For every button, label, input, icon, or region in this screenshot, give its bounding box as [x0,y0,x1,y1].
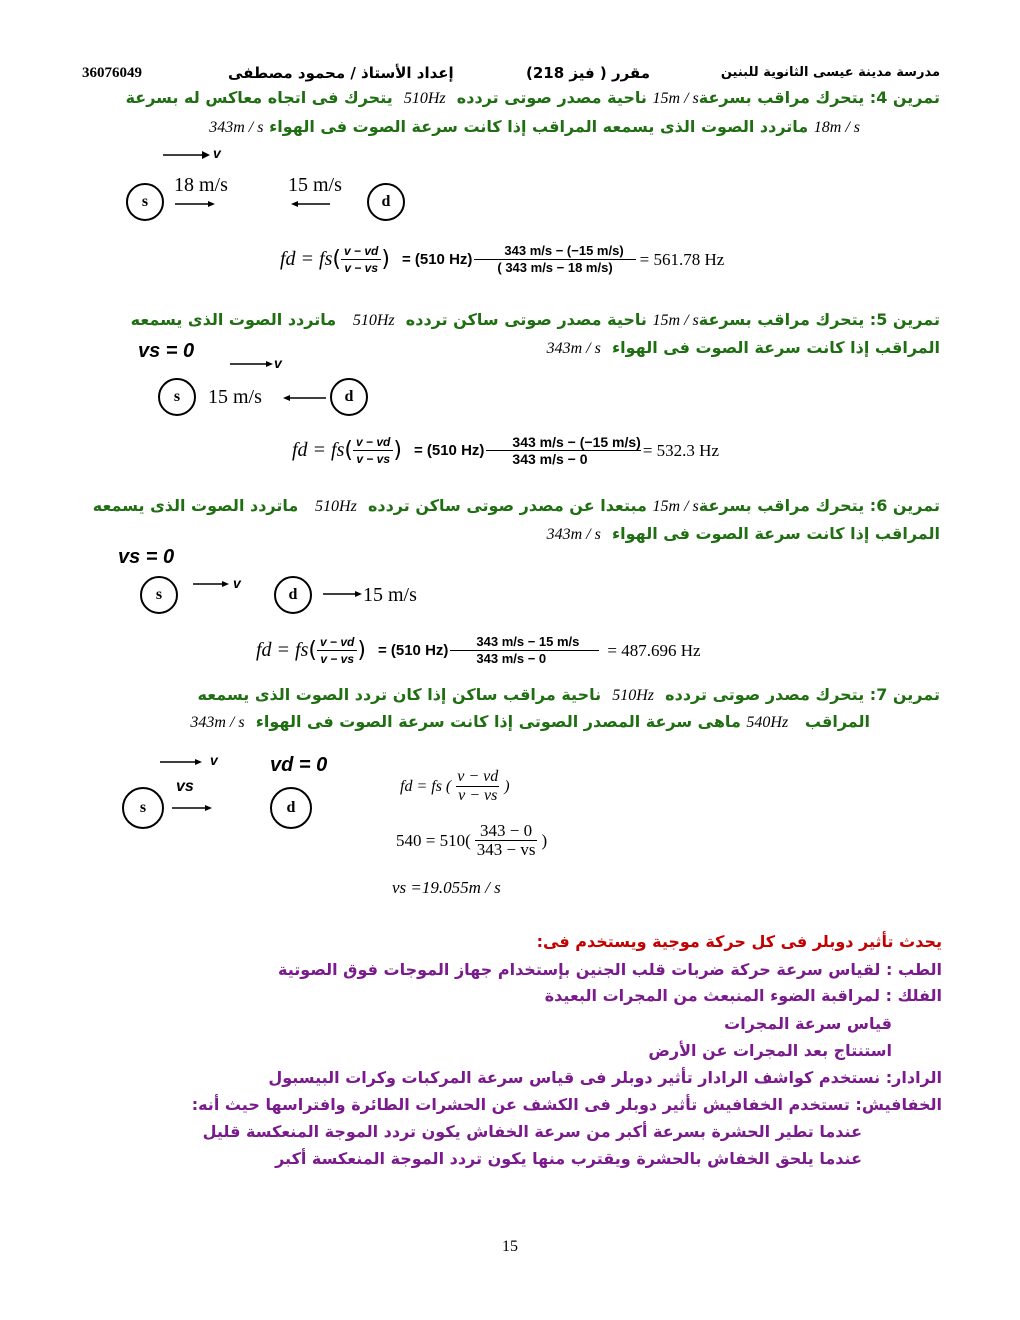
ex5-intro-3: ماتردد الصوت الذى يسمعه [130,310,337,329]
ex5-observer-speed: 15m / s [652,312,699,329]
formula-given: = (510 Hz) [377,642,449,659]
ex4-observer-speed: 15m / s [652,90,699,107]
medicine-label: الطب : [886,960,942,979]
application-radar [268,1068,942,1087]
ex7-detector-circle: d [270,787,312,829]
ex5-sound-speed: 343m / s [546,340,601,357]
ex7-work-result: vs =19.055m / s [392,878,501,897]
ex6-formula: fd = fs ( $\frac{v - vd}{v - vs}$ ) = (510 Hz) $\frac{343 m/s - 15 m/s}{343 m/s - 0}$ = 487.696 Hz [256,634,701,666]
ex6-intro-2: مبتعدا عن مصدر صوتى ساكن تردده [367,496,647,515]
radar-text: نستخدم كواشف الرادار تأثير دوبلر فى قياس سرعة المركبات وكرات البيسبول [268,1068,881,1087]
ex6-detector-speed-label: 15 m/s [363,584,417,606]
ex5-source-circle: s [158,378,196,416]
ex4-frequency: 510Hz [403,90,446,107]
ex6-frequency: 510Hz [315,498,357,515]
ex6-vs-zero-label: vs = 0 [118,546,175,568]
ex5-formula: fd = fs ( $\frac{v - vd}{v - vs}$ ) = (510 Hz) $\frac{343 m/s - (-15 m/s)}{343 m/s - 0}$ = 532.3 Hz [292,434,719,467]
ex7-source-circle: s [122,787,164,829]
ex7-intro: تمرين 7: يتحرك مصدر صوتى تردده [665,685,940,704]
work-den: v − vs [458,787,498,804]
ex7-work-line2: 540 = 510( $\frac{343 - 0}{343 - vs}$ ) [396,821,548,859]
formula-num: v − vd [341,243,381,260]
applications-heading: يحدث تأثير دوبلر فى كل حركة موجية ويستخدم فى: [536,932,942,951]
formula-result: = 532.3 Hz [642,440,719,460]
work-num: 343 − 0 [480,821,533,840]
ex7-heard-frequency: 540Hz [746,714,789,731]
ex4-intro-2: ناحية مصدر صوتى تردده [456,88,647,107]
formula-den: v − vs [344,261,379,275]
ex4-intro-3: يتحرك فى اتجاه معاكس له بسرعة [125,88,393,107]
ex6-question: المراقب إذا كانت سرعة الصوت فى الهواء [611,524,940,543]
application-medicine [278,960,942,979]
formula-num: v − vd [317,634,357,651]
formula-lhs: fd = fs [256,639,309,661]
header-teacher: إعداد الأستاذ / محمود مصطفى [228,64,454,82]
astronomy-galaxy-speed: قياس سرعة المجرات [724,1014,892,1033]
application-bats [192,1095,942,1114]
ex4-formula: fd = fs ( $\frac{v - vd}{v - vs}$ ) = (510 Hz) $\frac{343 m/s - (-15 m/s)}{( 343 m/s - 18 m/s)}$ = 561.78 Hz [280,243,725,275]
formula-den: v − vs [320,652,355,666]
ex5-frequency: 510Hz [352,312,395,329]
work-lhs: 540 = 510( [396,830,471,850]
astronomy-label: الفلك : [885,986,942,1005]
formula-den-value: 343 m/s − 0 [512,451,588,467]
formula-den-value: ( 343 m/s − 18 m/s) [497,260,613,275]
application-astronomy [545,986,942,1005]
ex7-wave-velocity-label: v [210,752,218,768]
ex5-intro-2: ناحية مصدر صوتى ساكن تردده [405,310,647,329]
formula-num-value: 343 m/s − (−15 m/s) [474,243,635,260]
bats-case-approaching: عندما يلحق الخفاش بالحشرة ويقترب منها يكون تردد الموجة المنعكسة أكبر [275,1149,862,1168]
ex7-observer: المراقب [804,712,870,731]
ex6-intro: تمرين 6: يتحرك مراقب بسرعة [698,496,940,515]
ex6-source-circle: s [140,576,178,614]
formula-den-value: 343 m/s − 0 [476,651,547,666]
formula-lhs: fd = fs [280,248,333,270]
ex5-wave-velocity-label: v [274,355,282,371]
radar-label: الرادار: [885,1068,942,1087]
ex4-detector-circle: d [367,183,405,221]
formula-num-value: 343 m/s − (−15 m/s) [486,434,640,451]
formula-result: = 487.696 Hz [607,640,701,660]
header-phone: 36076049 [82,65,142,81]
ex6-wave-velocity-label: v [233,575,241,591]
formula-given: = (510 Hz) [401,251,473,268]
ex5-detector-speed-label: 15 m/s [208,386,262,408]
ex7-intro-2: ناحية مراقب ساكن إذا كان تردد الصوت الذى يسمعه [197,685,602,704]
medicine-text: لقياس سرعة حركة ضربات قلب الجنين بإستخدام جهاز الموجات فوق الصوتية [278,960,881,979]
ex6-intro-3: ماتردد الصوت الذى يسمعه [92,496,299,515]
ex4-source-speed: 18m / s [813,119,860,136]
page-number: 15 [502,1238,518,1255]
header-school: مدرسة مدينة عيسى الثانوية للبنين [720,65,940,80]
formula-num: v − vd [353,434,393,451]
ex7-work-line1: fd = fs ( $\frac{v - vd}{v - vs}$ ) [400,768,510,804]
ex4-source-circle: s [126,183,164,221]
ex5-question: المراقب إذا كانت سرعة الصوت فى الهواء [611,338,940,357]
astronomy-galaxy-distance: استنتاج بعد المجرات عن الأرض [648,1041,892,1060]
bats-label: الخفافيش: [855,1095,942,1114]
ex4-question: ماتردد الصوت الذى يسمعه المراقب إذا كانت سرعة الصوت فى الهواء [269,117,809,136]
ex7-frequency: 510Hz [612,687,655,704]
ex5-detector-circle: d [330,378,368,416]
formula-lhs: fd = fs [292,439,345,461]
ex6-detector-circle: d [274,576,312,614]
bats-case-faster-insect: عندما تطير الحشرة بسرعة أكبر من سرعة الخفاش يكون تردد الموجة المنعكسة قليل [202,1122,862,1141]
header-course: مقرر ( فيز 218) [526,64,651,82]
ex7-vd-zero-label: vd = 0 [270,754,328,776]
work-den: 343 − vs [476,840,536,859]
formula-given: = (510 Hz) [413,442,485,459]
formula-result: = 561.78 Hz [639,249,725,269]
work-num: v − vd [457,768,499,785]
ex6-sound-speed: 343m / s [546,526,601,543]
formula-num-value: 343 m/s − 15 m/s [450,634,599,651]
ex4-intro: تمرين 4: يتحرك مراقب بسرعة [698,88,940,107]
ex4-wave-velocity-label: v [213,145,221,161]
ex4-sound-speed: 343m / s [209,119,264,136]
ex5-intro: تمرين 5: يتحرك مراقب بسرعة [698,310,940,329]
astronomy-text: لمراقبة الضوء المنبعث من المجرات البعيدة [544,986,881,1005]
formula-den: v − vs [356,452,391,466]
ex4-detector-speed-label: 15 m/s [288,174,342,196]
ex6-observer-speed: 15m / s [652,498,699,515]
ex4-source-speed-label: 18 m/s [174,174,228,196]
ex7-sound-speed: 343m / s [190,714,245,731]
ex5-vs-zero-label: vs = 0 [138,340,195,362]
bats-text: تستخدم الخفافيش تأثير دوبلر فى الكشف عن الحشرات الطائرة وافتراسها حيث أنه: [191,1095,850,1114]
ex7-question: ماهى سرعة المصدر الصوتى إذا كانت سرعة الصوت فى الهواء [255,712,741,731]
ex7-source-velocity-label: vs [176,778,194,795]
work-lhs: fd = fs ( [400,777,452,795]
